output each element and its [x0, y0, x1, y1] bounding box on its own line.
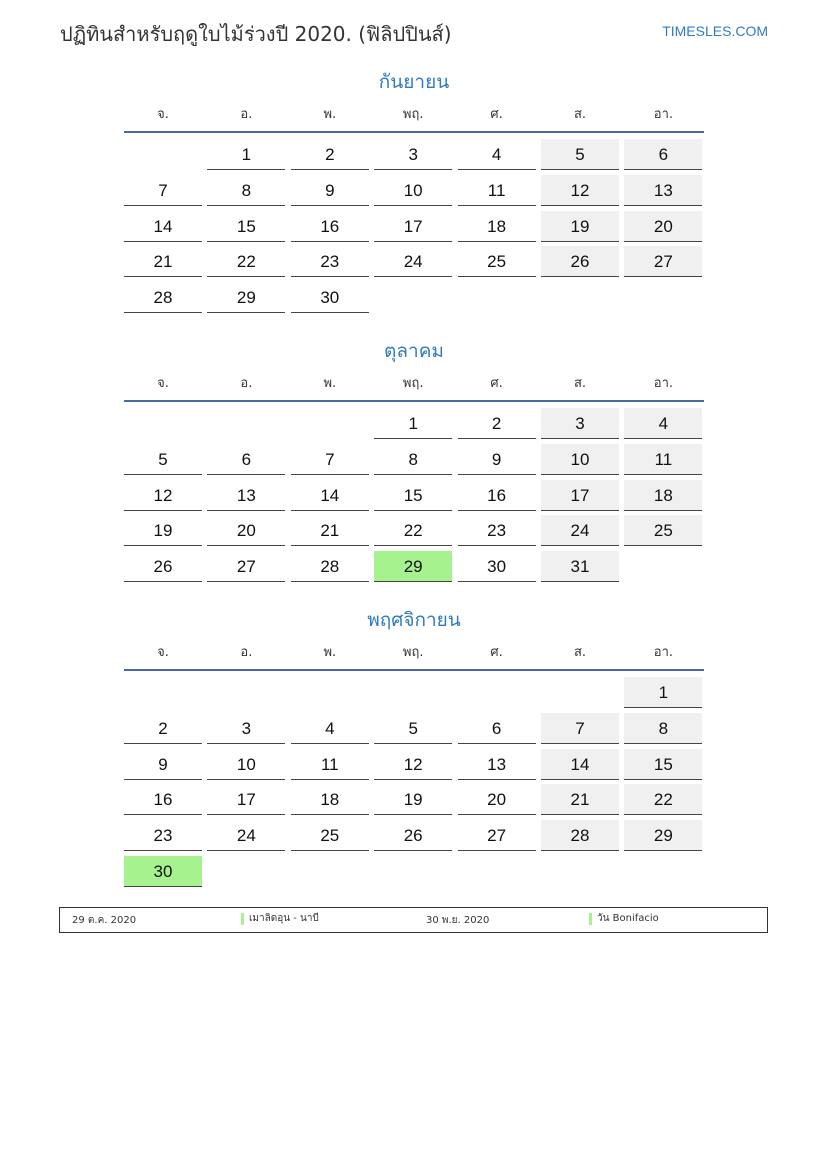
day-cell: 9: [124, 749, 202, 780]
day-cell: 25: [291, 820, 369, 851]
day-cell: 21: [124, 246, 202, 277]
day-cell: 1: [374, 408, 452, 439]
day-cell: 9: [291, 175, 369, 206]
day-cell: 2: [291, 139, 369, 170]
day-cell: 3: [207, 713, 285, 744]
day-cell: 14: [291, 480, 369, 511]
day-cell: 4: [291, 713, 369, 744]
day-cell: 5: [374, 713, 452, 744]
month-block: [124, 605, 704, 881]
weekday-label: พฤ.: [402, 376, 424, 391]
weekday-label: พ.: [323, 107, 337, 122]
day-cell: 12: [374, 749, 452, 780]
day-cell: 5: [124, 444, 202, 475]
day-cell: 6: [624, 139, 702, 170]
day-cell: 28: [291, 551, 369, 582]
weekday-label: ส.: [573, 645, 587, 660]
day-cell: 29: [207, 282, 285, 313]
day-cell: 25: [458, 246, 536, 277]
day-cell: 12: [124, 480, 202, 511]
holiday-legend: [59, 907, 768, 933]
month-block: [124, 67, 704, 308]
weekday-label: ศ.: [490, 645, 503, 660]
weekday-label: ศ.: [490, 376, 503, 391]
day-cell: 6: [207, 444, 285, 475]
weekday-label: ศ.: [490, 107, 503, 122]
day-cell: 20: [624, 211, 702, 242]
weekday-label: พฤ.: [402, 107, 424, 122]
holiday-day-cell: 30: [124, 856, 202, 887]
weekday-label: อ.: [240, 107, 253, 122]
day-cell: 16: [458, 480, 536, 511]
day-cell: 1: [624, 677, 702, 708]
month-block: [124, 336, 704, 577]
month-title: ตุลาคม: [384, 340, 444, 362]
day-cell: 21: [541, 784, 619, 815]
weekday-label: จ.: [157, 376, 169, 391]
legend-date: 29 ต.ค. 2020: [72, 915, 137, 926]
weekday-label: ส.: [573, 376, 587, 391]
weekday-label: พฤ.: [402, 645, 424, 660]
day-cell: 16: [124, 784, 202, 815]
legend-holiday-name: วัน Bonifacio: [589, 913, 659, 925]
day-cell: 28: [124, 282, 202, 313]
day-cell: 11: [291, 749, 369, 780]
day-cell: 11: [624, 444, 702, 475]
weekday-label: อา.: [653, 376, 674, 391]
day-cell: 26: [541, 246, 619, 277]
day-cell: 26: [124, 551, 202, 582]
day-cell: 3: [374, 139, 452, 170]
day-cell: 4: [458, 139, 536, 170]
legend-date: 30 พ.ย. 2020: [426, 915, 490, 926]
day-cell: 18: [291, 784, 369, 815]
day-cell: 19: [124, 515, 202, 546]
day-cell: 26: [374, 820, 452, 851]
day-cell: 31: [541, 551, 619, 582]
weekday-label: ส.: [573, 107, 587, 122]
day-cell: 23: [291, 246, 369, 277]
day-cell: 12: [541, 175, 619, 206]
holiday-day-cell: 29: [374, 551, 452, 582]
day-cell: 18: [458, 211, 536, 242]
day-cell: 24: [207, 820, 285, 851]
day-cell: 17: [541, 480, 619, 511]
weekday-header: [124, 635, 704, 671]
weekday-label: อา.: [653, 107, 674, 122]
day-cell: 17: [374, 211, 452, 242]
day-cell: 2: [124, 713, 202, 744]
day-cell: 8: [374, 444, 452, 475]
day-cell: 22: [374, 515, 452, 546]
day-cell: 4: [624, 408, 702, 439]
day-cell: 8: [624, 713, 702, 744]
day-cell: 11: [458, 175, 536, 206]
day-cell: 7: [124, 175, 202, 206]
day-cell: 18: [624, 480, 702, 511]
day-cell: 23: [458, 515, 536, 546]
day-cell: 1: [207, 139, 285, 170]
month-title: กันยายน: [378, 71, 450, 93]
day-cell: 20: [458, 784, 536, 815]
day-cell: 20: [207, 515, 285, 546]
day-cell: 14: [541, 749, 619, 780]
day-cell: 21: [291, 515, 369, 546]
day-cell: 23: [124, 820, 202, 851]
day-cell: 30: [458, 551, 536, 582]
weekday-label: อ.: [240, 376, 253, 391]
day-cell: 27: [458, 820, 536, 851]
day-cell: 15: [374, 480, 452, 511]
day-cell: 17: [207, 784, 285, 815]
day-cell: 19: [541, 211, 619, 242]
day-cell: 3: [541, 408, 619, 439]
weekday-label: อ.: [240, 645, 253, 660]
weekday-label: จ.: [157, 107, 169, 122]
day-cell: 22: [207, 246, 285, 277]
weekday-label: พ.: [323, 645, 337, 660]
page-title: ปฏิทินสำหรับฤดูใบไม้ร่วงปี 2020. (ฟิลิปปินส์): [60, 22, 452, 46]
month-title: พฤศจิกายน: [367, 609, 461, 631]
day-cell: 24: [541, 515, 619, 546]
day-cell: 13: [624, 175, 702, 206]
weekday-header: [124, 366, 704, 402]
day-cell: 8: [207, 175, 285, 206]
day-cell: 29: [624, 820, 702, 851]
day-cell: 10: [541, 444, 619, 475]
day-cell: 13: [207, 480, 285, 511]
day-cell: 10: [374, 175, 452, 206]
day-cell: 5: [541, 139, 619, 170]
day-cell: 6: [458, 713, 536, 744]
weekday-header: [124, 97, 704, 133]
day-cell: 7: [291, 444, 369, 475]
day-cell: 7: [541, 713, 619, 744]
day-cell: 10: [207, 749, 285, 780]
weekday-label: จ.: [157, 645, 169, 660]
day-cell: 19: [374, 784, 452, 815]
day-cell: 27: [207, 551, 285, 582]
weekday-label: พ.: [323, 376, 337, 391]
day-cell: 25: [624, 515, 702, 546]
day-cell: 9: [458, 444, 536, 475]
day-cell: 14: [124, 211, 202, 242]
day-cell: 28: [541, 820, 619, 851]
day-cell: 16: [291, 211, 369, 242]
day-cell: 2: [458, 408, 536, 439]
day-cell: 24: [374, 246, 452, 277]
day-cell: 15: [624, 749, 702, 780]
day-cell: 15: [207, 211, 285, 242]
legend-holiday-name: เมาลิดอุน - นาบี: [241, 913, 319, 925]
weekday-label: อา.: [653, 645, 674, 660]
day-cell: 22: [624, 784, 702, 815]
site-brand[interactable]: TIMESLES.COM: [662, 23, 768, 39]
day-cell: 27: [624, 246, 702, 277]
day-cell: 30: [291, 282, 369, 313]
day-cell: 13: [458, 749, 536, 780]
